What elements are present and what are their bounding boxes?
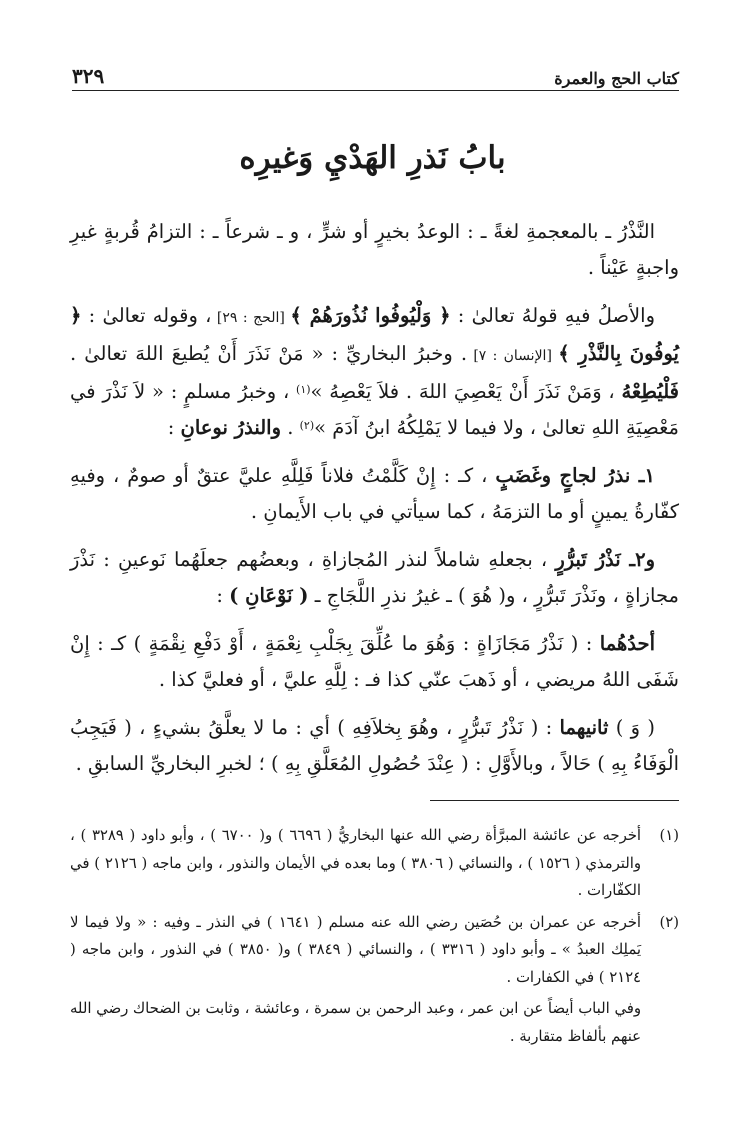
paragraph-first-kind [70, 626, 679, 698]
emphasis: فَلْيُطِعْهُ [621, 380, 679, 403]
section-heading: و٢ـ نَذْرُ تَبرُّرٍ [555, 548, 656, 571]
text-fragment: والأصلُ فيهِ قولهُ تعالىٰ : [450, 304, 655, 327]
paragraph-type-1 [70, 458, 679, 530]
text-fragment: ، وقوله تعالىٰ : [81, 304, 212, 327]
header-divider [72, 90, 679, 91]
paragraph-second-kind [70, 710, 679, 782]
section-heading: ثانيهما [559, 716, 609, 739]
footnote-text: أخرجه عن عمران بن حُصَين رضي الله عنه مسلم ( ١٦٤١ ) في النذر ـ وفيه : « ولا فيما لا يَملِك العبدُ » ـ وأبو داود ( ٣٣١٦ ) ، والنسائي ( ٣٨٤٩ ) و( ٣٨٥٠ ) في النذور ، وابن ماجه ( ٢١٢٤ ) في الكفارات . [70, 913, 642, 986]
book-title: كتاب الحج والعمرة [554, 69, 679, 88]
running-header [72, 58, 679, 88]
paragraph-type-2 [70, 542, 679, 614]
quran-verse: ﴿ يُوفُونَ بِالنَّذْرِ ﴾ [70, 304, 679, 365]
text-fragment: . [281, 416, 300, 439]
text-fragment: . وخبرُ البخاريِّ : « مَنْ نَذَرَ أَنْ يُطيعَ اللهَ تعالىٰ . [70, 342, 468, 365]
footnote-divider [430, 800, 679, 801]
paragraph-text: ، كـ : إِنْ كَلَّمْتُ فلاناً فَلِلَّهِ عليَّ عتقٌ أو صومٌ ، وفيهِ كفّارةُ يمينٍ أو ما التزمَهُ ، كما سيأتي في باب الأَيمانِ . [70, 464, 679, 523]
emphasis: والنذرُ نوعانِ [180, 416, 281, 439]
paragraph-text: النَّذْرُ ـ بالمعجمةِ لغةً ـ : الوعدُ بخيرٍ أو شرٍّ ، و ـ شرعاً ـ : التزامُ قُربةٍ غيرِ واجبةٍ عَيْناً . [70, 220, 679, 279]
footnote-ref: (٢) [299, 419, 315, 432]
footnote-number: (٢) [659, 913, 679, 931]
paragraph-text: : ( نَذْرُ تَبرُّرٍ ، وهُوَ بِخلاَفِهِ ) أي : ما لا يعلَّقُ بشيءٍ ، ( فَيَجِبُ الْوَفَاءُ بِهِ ) حَالاً ، وبالأَوَّلِ : ( عِنْدَ حُصُولِ المُعَلَّقِ بِهِ ) ؛ لخبرِ البخاريِّ السابقِ . [70, 716, 679, 775]
text-fragment: : [167, 416, 181, 439]
paragraph-text: : [216, 584, 230, 607]
paragraph-text: ، بجعلهِ شاملاً لنذر المُجازاةِ ، وبعضُهم جعلَهُما نَوعينِ : نَذْرَ مجازاةٍ ، ونَذْرَ تَبرُّرٍ ، و( هُوَ ) ـ غيرُ نذرِ اللَّجَاجِ ـ [70, 548, 679, 607]
footnote-extra: وفي الباب أيضاً عن ابن عمر ، وعبد الرحمن بن سمرة ، وعائشة ، وثابت بن الضحاك رضي الله عنهم بألفاظ متقاربة . [70, 1000, 641, 1045]
text-fragment: ( وَ ) [608, 716, 655, 739]
footnote-number: (١) [659, 827, 679, 844]
section-heading: ١ـ نذرُ لجاجٍ وغَضَبٍ [495, 464, 655, 487]
verse-reference: [الإنسان : ٧] [467, 348, 559, 364]
footnote-text: أخرجه عن عائشة المبرَّأة رضي الله عنها البخاريُّ ( ٦٦٩٦ ) و( ٦٧٠٠ ) ، وأبو داود ( ٣٢٨٩ ) ، والترمذي ( ١٥٢٦ ) ، والنسائي ( ٣٨٠٦ ) وما بعده في الأيمان والنذور ، وابن ماجه ( ٢١٢٦ ) في الكفّارات . [70, 827, 641, 899]
footnote [70, 822, 679, 905]
chapter-title: بابُ نَذرِ الهَدْيِ وَغيرِه [239, 140, 506, 176]
footnote-ref: (١) [296, 383, 311, 396]
paragraph-evidence [70, 298, 679, 446]
quran-verse: ﴿ وَلْيُوفُوا نُذُورَهُمْ ﴾ [290, 304, 451, 327]
paragraph-text: : ( نَذْرُ مَجَازَاةٍ : وَهُوَ ما عُلِّقَ بِجَلْبِ نِعْمَةٍ ، أَوْ دَفْعِ نِقْمَةٍ ) كـ : إِنْ شَفَى اللهُ مريضي ، أو ذَهبَ عنّي كذا فـ : لِلَّهِ عليَّ ، أو فعليَّ كذا . [70, 632, 679, 691]
emphasis: ( نَوْعَانِ ) [229, 584, 309, 607]
section-heading: أحدُهُما [599, 632, 655, 655]
text-fragment: ، وخبرُ مسلمٍ : « لاَ نَذْرَ في مَعْصِيَةِ اللهِ تعالىٰ ، ولا فيما لا يَمْلِكُهُ ابنُ آدَمَ » [70, 380, 679, 439]
footnotes [70, 822, 679, 1050]
paragraph-definition [70, 214, 679, 286]
page-number: ٣٢٩ [72, 64, 105, 88]
footnote [70, 909, 679, 992]
verse-reference: [الحج : ٢٩] [211, 310, 291, 326]
text-fragment: ، وَمَنْ نَذَرَ أَنْ يَعْصِيَ اللهَ . فلاَ يَعْصِهُ » [310, 380, 622, 403]
main-text [70, 214, 679, 794]
